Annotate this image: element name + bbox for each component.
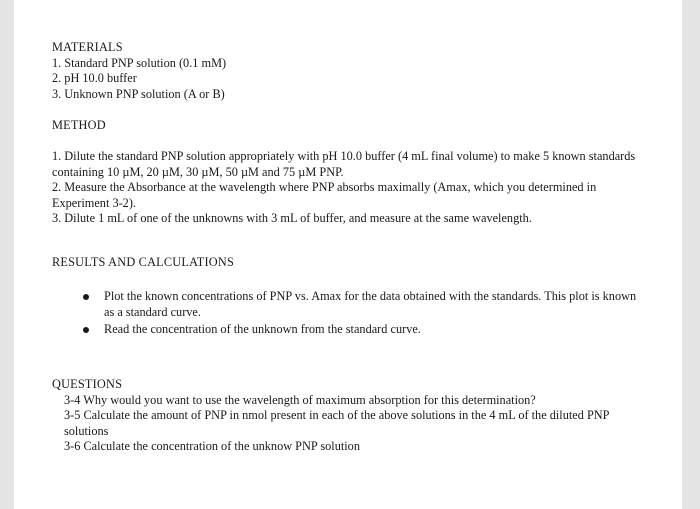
list-item — [78, 289, 644, 320]
bullet-text: Read the concentration of the unknown from the standard curve. — [104, 322, 421, 336]
bullet-text: Plot the known concentrations of PNP vs. Amax for the data obtained with the standards. This plot is known as a standard curve. — [104, 289, 637, 319]
document-page — [14, 0, 682, 509]
list-item — [78, 322, 644, 338]
results-heading: RESULTS AND CALCULATIONS — [52, 255, 234, 269]
method-heading-block — [52, 118, 106, 134]
materials-item: 2. pH 10.0 buffer — [52, 71, 137, 85]
method-section — [52, 149, 642, 227]
question-item: 3-6 Calculate the concentration of the unknow PNP solution — [64, 439, 360, 453]
materials-item: 1. Standard PNP solution (0.1 mM) — [52, 55, 227, 70]
bullet-icon — [83, 294, 89, 300]
method-heading: METHOD — [52, 118, 106, 132]
question-item: 3-4 Why would you want to use the wavelength of maximum absorption for this determination? — [64, 392, 536, 407]
questions-heading: QUESTIONS — [52, 377, 123, 391]
method-step: 2. Measure the Absorbance at the wavelength where PNP absorbs maximally (Amax, which you determined in Experiment 3-2). — [52, 180, 597, 210]
bullet-icon — [83, 327, 89, 333]
materials-heading: MATERIALS — [52, 40, 123, 54]
materials-item: 3. Unknown PNP solution (A or B) — [52, 86, 225, 101]
method-step: 3. Dilute 1 mL of one of the unknowns with 3 mL of buffer, and measure at the same wavelength. — [52, 211, 532, 225]
results-heading-block — [52, 255, 234, 271]
questions-section — [52, 377, 644, 455]
method-step: 1. Dilute the standard PNP solution appropriately with pH 10.0 buffer (4 mL final volume) to make 5 known standards containing 10 µM, 20 µM, 30 µM, 50 µM and 75 µM PNP. — [52, 149, 636, 179]
results-bullet-list — [78, 289, 644, 340]
question-item: 3-5 Calculate the amount of PNP in nmol present in each of the above solutions in the 4 mL of the diluted PNP solutions — [64, 408, 610, 438]
materials-section — [52, 40, 226, 102]
questions-list — [52, 393, 644, 455]
